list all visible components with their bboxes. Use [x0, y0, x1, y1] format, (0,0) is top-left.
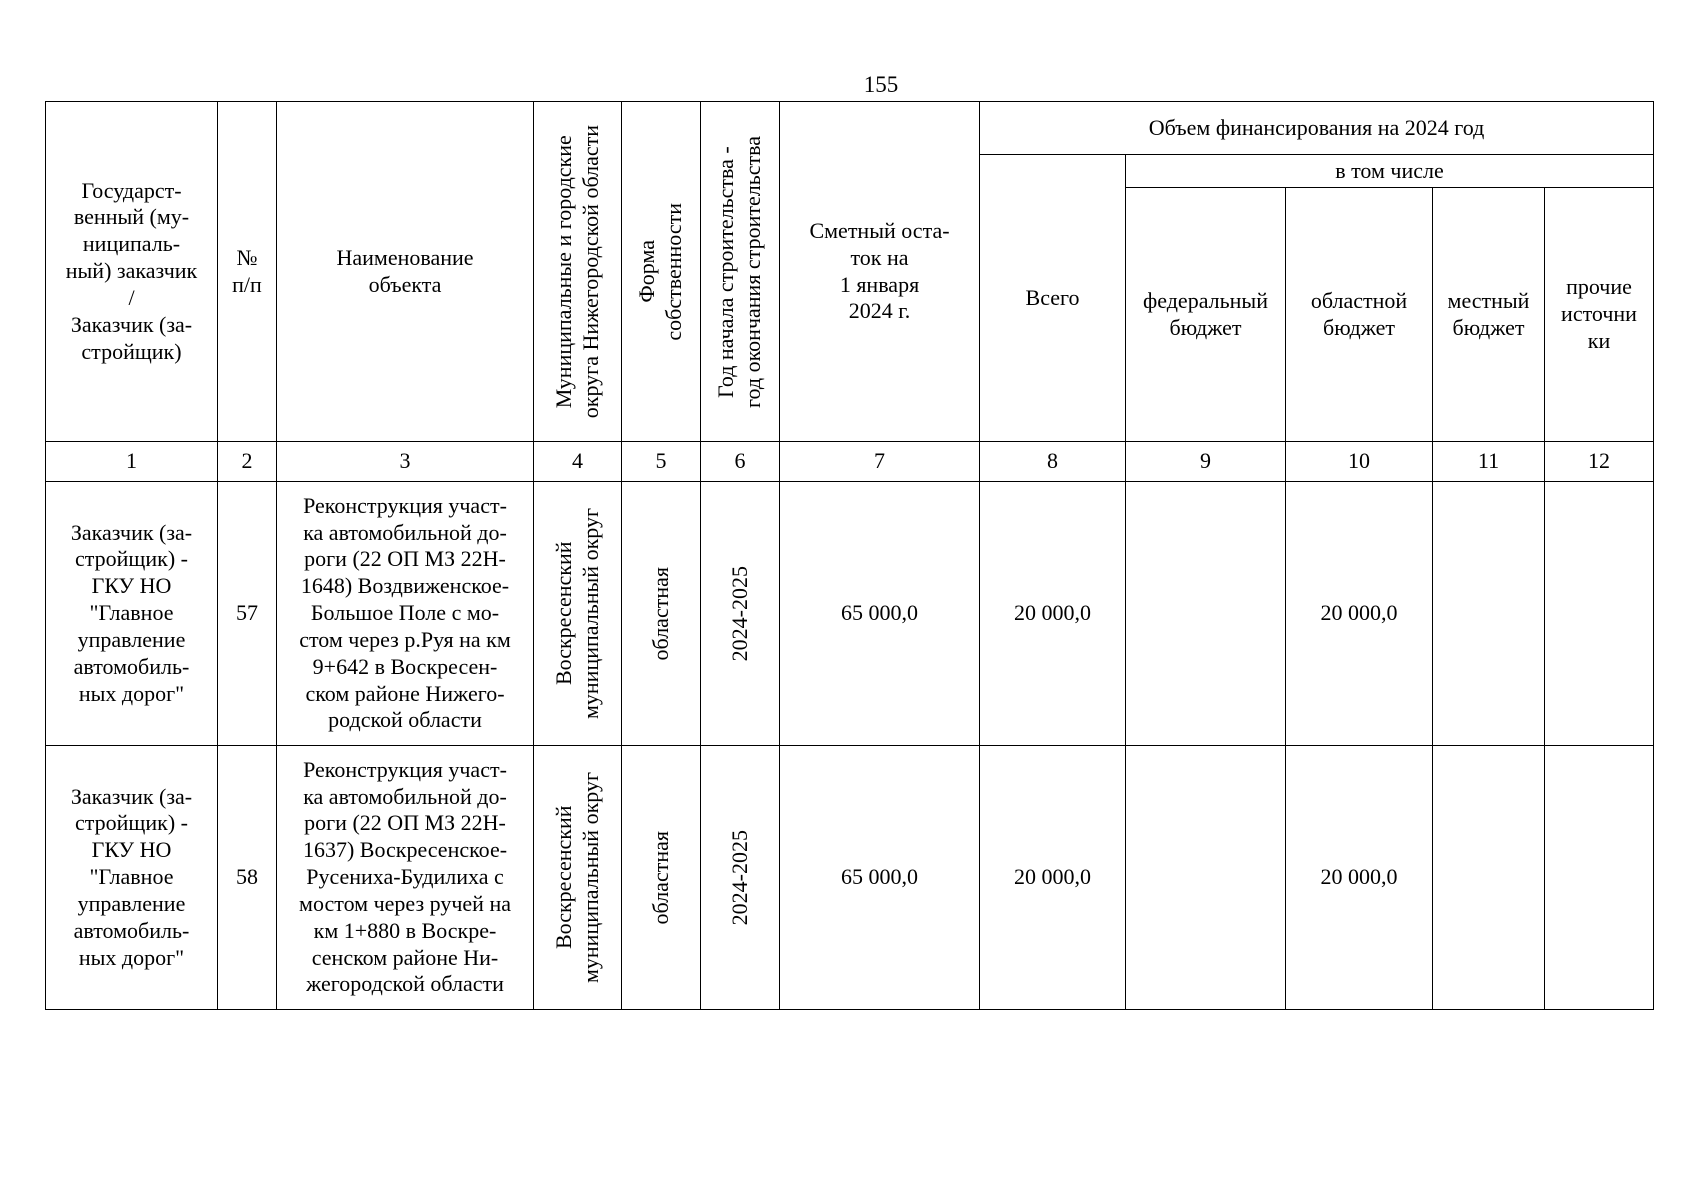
total-cell: 20 000,0 — [980, 482, 1126, 746]
column-number: 8 — [980, 442, 1126, 482]
header-regional: областной бюджет — [1286, 188, 1433, 442]
header-object-name: Наименование объекта — [277, 102, 534, 442]
years-text: 2024-2025 — [726, 565, 752, 662]
local-cell — [1433, 482, 1545, 746]
local-cell — [1433, 746, 1545, 1010]
years-text: 2024-2025 — [726, 829, 752, 926]
federal-cell — [1126, 482, 1286, 746]
estimate-balance-cell: 65 000,0 — [780, 746, 980, 1010]
header-total: Всего — [980, 155, 1126, 442]
header-ownership — [622, 102, 701, 442]
column-number: 9 — [1126, 442, 1286, 482]
header-num: № п/п — [218, 102, 277, 442]
header-districts — [534, 102, 622, 442]
header-ownership-text: Форма собственности — [634, 202, 686, 341]
ownership-cell — [622, 482, 701, 746]
header-federal: федеральный бюджет — [1126, 188, 1286, 442]
column-number: 1 — [46, 442, 218, 482]
customer-cell: Заказчик (за- стройщик) - ГКУ НО "Главное управление автомобиль- ных дорог" — [46, 746, 218, 1010]
column-number: 4 — [534, 442, 622, 482]
header-other: прочие источни ки — [1545, 188, 1654, 442]
years-cell — [701, 482, 780, 746]
customer-cell: Заказчик (за- стройщик) - ГКУ НО "Главное управление автомобиль- ных дорог" — [46, 482, 218, 746]
header-customer: Государст- венный (му- ниципаль- ный) заказчик / Заказчик (за- стройщик) — [46, 102, 218, 442]
district-text: Воскресенский муниципальный округ — [550, 507, 603, 719]
column-number: 3 — [277, 442, 534, 482]
header-row-top — [46, 102, 1654, 155]
ownership-cell — [622, 746, 701, 1010]
table-row — [46, 482, 1654, 746]
regional-cell: 20 000,0 — [1286, 482, 1433, 746]
column-number: 12 — [1545, 442, 1654, 482]
district-cell — [534, 482, 622, 746]
regional-cell: 20 000,0 — [1286, 746, 1433, 1010]
row-number-cell: 58 — [218, 746, 277, 1010]
total-cell: 20 000,0 — [980, 746, 1126, 1010]
row-number-cell: 57 — [218, 482, 277, 746]
district-text: Воскресенский муниципальный округ — [550, 771, 603, 983]
header-years — [701, 102, 780, 442]
header-local: местный бюджет — [1433, 188, 1545, 442]
header-districts-text: Муниципальные и городские округа Нижегородской области — [550, 124, 603, 419]
page-number: 155 — [863, 72, 899, 97]
header-estimate-balance: Сметный оста- ток на 1 января 2024 г. — [780, 102, 980, 442]
ownership-text: областная — [647, 830, 673, 925]
column-number: 2 — [218, 442, 277, 482]
ownership-text: областная — [647, 566, 673, 661]
header-years-text: Год начала строительства - год окончания строительства — [713, 135, 765, 408]
financing-table — [45, 101, 1654, 1010]
column-number: 11 — [1433, 442, 1545, 482]
federal-cell — [1126, 746, 1286, 1010]
other-cell — [1545, 482, 1654, 746]
column-number: 5 — [622, 442, 701, 482]
column-numbers-row — [46, 442, 1654, 482]
estimate-balance-cell: 65 000,0 — [780, 482, 980, 746]
column-number: 10 — [1286, 442, 1433, 482]
column-number: 6 — [701, 442, 780, 482]
object-name-cell: Реконструкция участ- ка автомобильной до- роги (22 ОП МЗ 22Н- 1637) Воскресенское- Русениха-Будилиха с мостом через ручей на км 1+880 в Воскре- сенском районе Ни- жегородской области — [277, 746, 534, 1010]
column-number: 7 — [780, 442, 980, 482]
header-including: в том числе — [1126, 155, 1654, 188]
header-financing-volume: Объем финансирования на 2024 год — [980, 102, 1654, 155]
other-cell — [1545, 746, 1654, 1010]
years-cell — [701, 746, 780, 1010]
object-name-cell: Реконструкция участ- ка автомобильной до- роги (22 ОП МЗ 22Н- 1648) Воздвиженское- Большое Поле с мо- стом через р.Руя на км 9+642 в Воскресен- ском районе Нижего- родской области — [277, 482, 534, 746]
table-row — [46, 746, 1654, 1010]
district-cell — [534, 746, 622, 1010]
